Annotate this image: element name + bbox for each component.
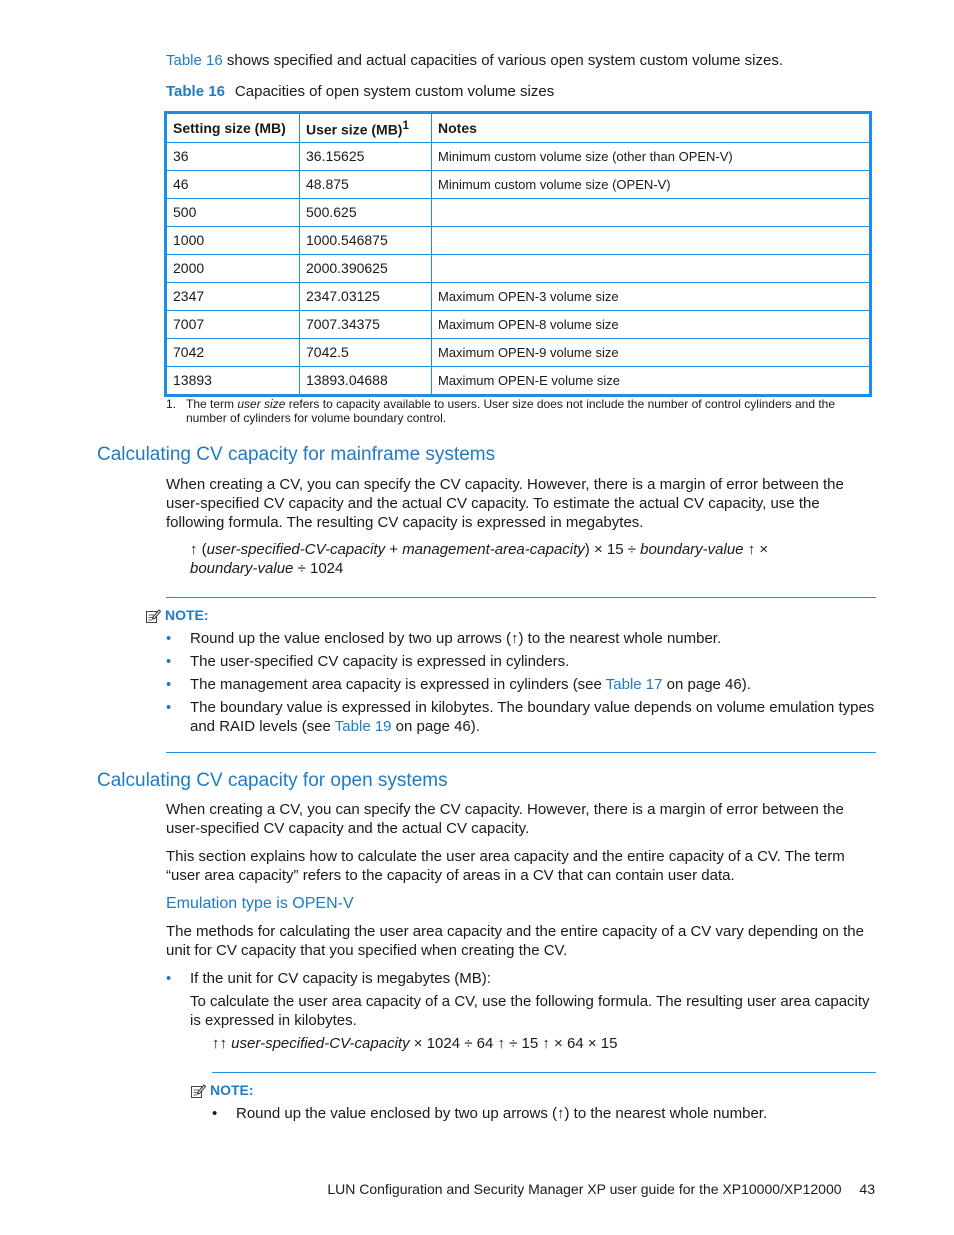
cell-user: 7042.5 <box>300 339 432 367</box>
section-heading-mainframe: Calculating CV capacity for mainframe systems <box>97 444 496 465</box>
cell-user: 36.15625 <box>300 143 432 171</box>
capacities-table <box>164 111 872 397</box>
list-item: • The user-specified CV capacity is expressed in cylinders. <box>166 653 570 670</box>
cell-setting: 2000 <box>166 255 300 283</box>
page-footer <box>327 1180 875 1199</box>
note-pencil-icon <box>145 608 161 624</box>
cell-user: 500.625 <box>300 199 432 227</box>
cell-notes: Maximum OPEN-9 volume size <box>432 339 871 367</box>
table-row <box>166 143 871 171</box>
cell-notes <box>432 255 871 283</box>
table-row <box>166 227 871 255</box>
table-row <box>166 367 871 396</box>
cell-setting: 7007 <box>166 311 300 339</box>
cell-setting: 36 <box>166 143 300 171</box>
list-item: • The boundary value is expressed in kilobytes. The boundary value depends on volume emulation types and RAID levels (see Table 19 on page 46). <box>166 699 875 735</box>
page-number: 43 <box>859 1181 875 1197</box>
subheading-open-v: Emulation type is OPEN-V <box>166 895 354 912</box>
intro-paragraph: Table 16 shows specified and actual capacities of various open system custom volume sizes. <box>166 52 783 69</box>
table19-link[interactable]: Table 19 <box>334 718 392 735</box>
note-pencil-icon <box>190 1083 206 1099</box>
note2-header <box>190 1081 254 1100</box>
list-item: • Round up the value enclosed by two up arrows (↑) to the nearest whole number. <box>212 1105 768 1122</box>
note2-label: NOTE: <box>210 1082 254 1098</box>
cell-notes: Maximum OPEN-E volume size <box>432 367 871 396</box>
list-item: • The management area capacity is expressed in cylinders (see Table 17 on page 46). <box>166 676 751 693</box>
open-paragraph-3: The methods for calculating the user area capacity and the entire capacity of a CV vary depending on the unit for CV capacity that you specified when creating the CV. <box>166 923 864 959</box>
cell-setting: 500 <box>166 199 300 227</box>
table-row <box>166 199 871 227</box>
open-paragraph-2: This section explains how to calculate the user area capacity and the entire capacity of a CV. The term “user area capacity” refers to the capacity of areas in a CV that can contain user data. <box>166 848 845 884</box>
open-paragraph-1: When creating a CV, you can specify the CV capacity. However, there is a margin of error between the user-specified CV capacity and the actual CV capacity. <box>166 801 844 837</box>
cell-setting: 7042 <box>166 339 300 367</box>
cell-user: 7007.34375 <box>300 311 432 339</box>
cell-setting: 2347 <box>166 283 300 311</box>
bullet-icon: • <box>166 630 172 647</box>
bullet-icon: • <box>166 970 172 987</box>
cell-setting: 1000 <box>166 227 300 255</box>
open-formula: ↑↑ user-specified-CV-capacity × 1024 ÷ 64 ↑ ÷ 15 ↑ × 64 × 15 <box>212 1035 618 1052</box>
note-label: NOTE: <box>165 607 209 623</box>
cell-notes <box>432 227 871 255</box>
table-header-row <box>166 113 871 143</box>
table-caption <box>166 82 554 101</box>
mainframe-formula: ↑ (user-specified-CV-capacity + management-area-capacity) × 15 ÷ boundary-value ↑ × boundary-value ÷ 1024 <box>190 541 769 577</box>
note2-divider <box>212 1072 876 1073</box>
caption-label: Table 16 <box>166 83 225 100</box>
cell-user: 48.875 <box>300 171 432 199</box>
table-row <box>166 339 871 367</box>
open-bullet-list <box>166 969 878 992</box>
open-bullet-paragraph: To calculate the user area capacity of a CV, use the following formula. The resulting user area capacity is expressed in kilobytes. <box>190 993 870 1029</box>
list-item: • Round up the value enclosed by two up arrows (↑) to the nearest whole number. <box>166 630 722 647</box>
open-note-list <box>212 1104 878 1127</box>
header-notes: Notes <box>432 113 871 143</box>
footnote-ref: 1 <box>402 119 409 133</box>
section-heading-open: Calculating CV capacity for open systems <box>97 770 448 791</box>
cell-user: 2000.390625 <box>300 255 432 283</box>
cell-user: 13893.04688 <box>300 367 432 396</box>
bullet-icon: • <box>212 1105 218 1122</box>
note-divider-top <box>166 597 876 598</box>
cell-setting: 46 <box>166 171 300 199</box>
mainframe-note-list <box>166 629 878 740</box>
header-setting-size: Setting size (MB) <box>166 113 300 143</box>
table17-link[interactable]: Table 17 <box>605 676 663 693</box>
table-row <box>166 171 871 199</box>
bullet-icon: • <box>166 653 172 670</box>
bullet-icon: • <box>166 676 172 693</box>
table-row <box>166 283 871 311</box>
table-footnote: 1. The term user size refers to capacity available to users. User size does not include the number of control cylinders and the number of cylinders for volume boundary control. <box>166 397 836 425</box>
cell-notes: Maximum OPEN-3 volume size <box>432 283 871 311</box>
cell-notes: Minimum custom volume size (other than OPEN-V) <box>432 143 871 171</box>
note-header <box>145 606 209 625</box>
cell-setting: 13893 <box>166 367 300 396</box>
caption-title: Capacities of open system custom volume sizes <box>234 83 555 100</box>
cell-notes: Maximum OPEN-8 volume size <box>432 311 871 339</box>
cell-notes <box>432 199 871 227</box>
mainframe-paragraph: When creating a CV, you can specify the CV capacity. However, there is a margin of error between the user-specified CV capacity and the actual CV capacity. To estimate the actual CV capacity, use the following formula. The resulting CV capacity is expressed in megabytes. <box>166 476 844 531</box>
table16-link[interactable]: Table 16 <box>166 52 223 69</box>
header-user-size: User size (MB)$^1$ <box>300 113 432 143</box>
cell-notes: Minimum custom volume size (OPEN-V) <box>432 171 871 199</box>
table-row <box>166 255 871 283</box>
footer-title: LUN Configuration and Security Manager XP user guide for the XP10000/XP12000 <box>327 1181 842 1197</box>
list-item: • If the unit for CV capacity is megabytes (MB): <box>166 970 491 987</box>
bullet-icon: • <box>166 699 172 716</box>
cell-user: 2347.03125 <box>300 283 432 311</box>
note-divider-bottom <box>166 752 876 753</box>
table-row <box>166 311 871 339</box>
cell-user: 1000.546875 <box>300 227 432 255</box>
